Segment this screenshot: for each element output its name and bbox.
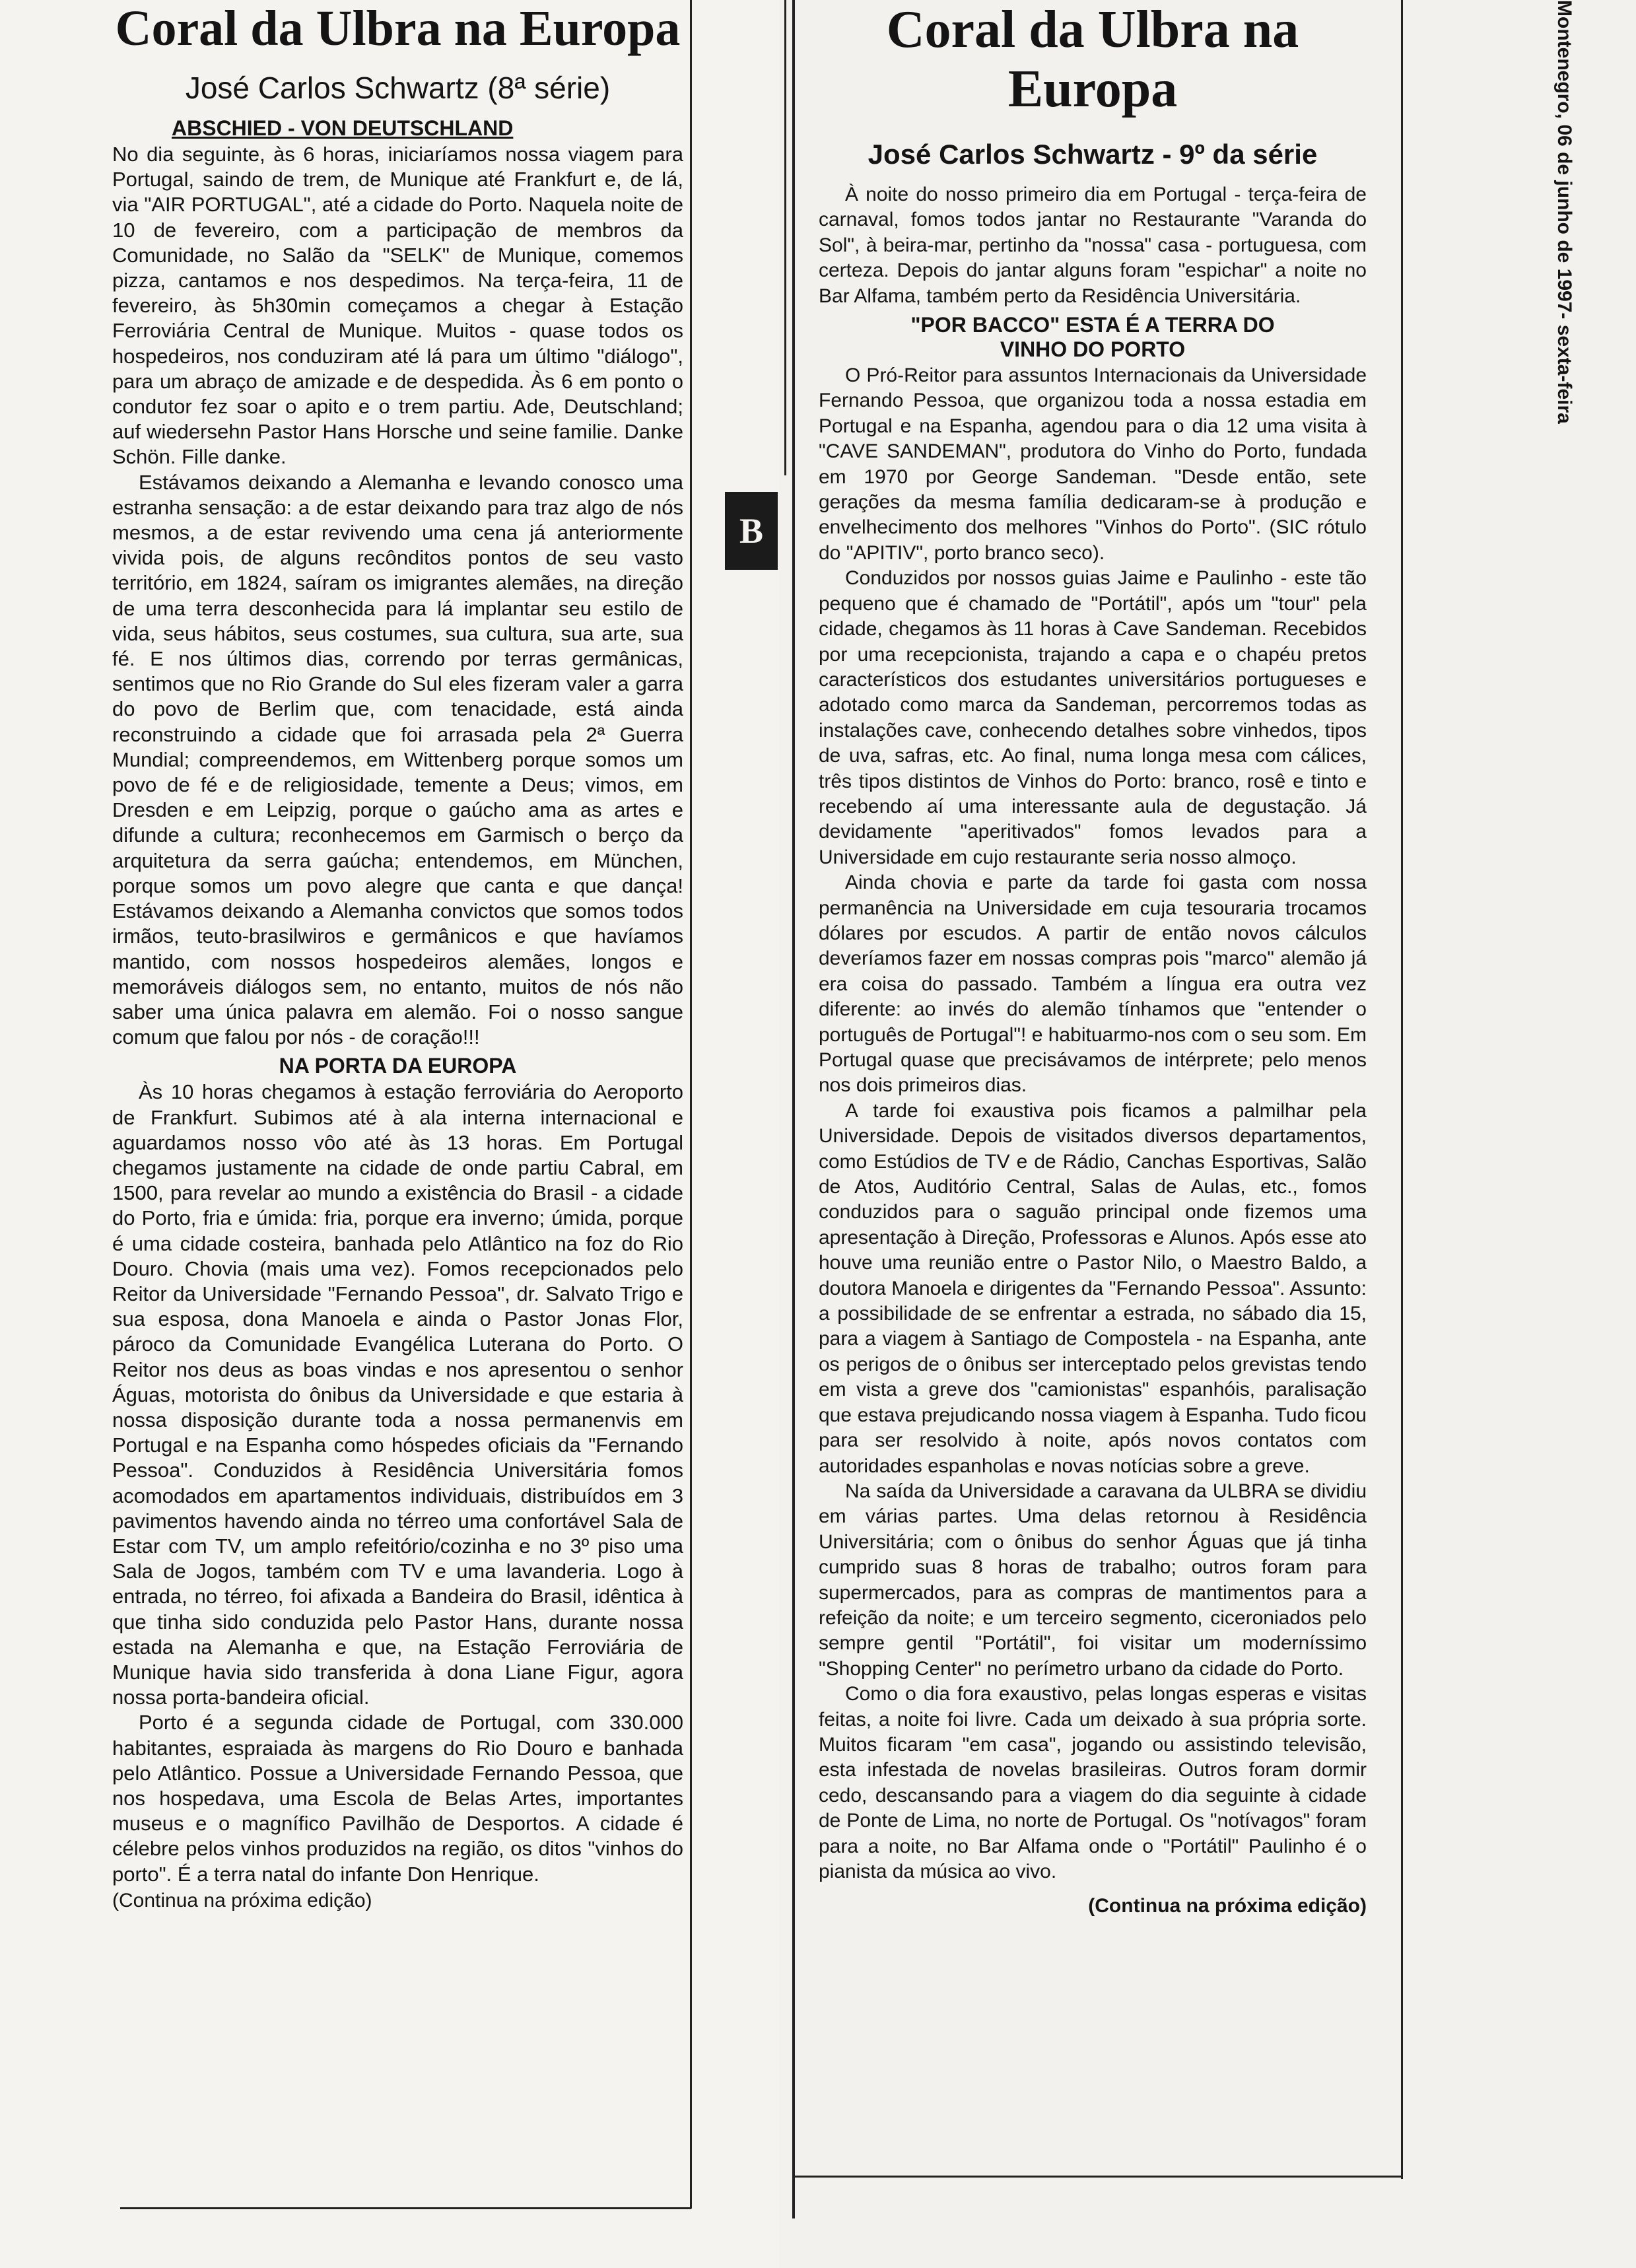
article-left-byline: José Carlos Schwartz (8ª série) — [185, 71, 611, 105]
article-right-paragraph-1: À noite do nosso primeiro dia em Portugal - terça-feira de carnaval, fomos todos jantar no Restaurante "Varanda do Sol", à beira-mar, pertinho da "nossa" casa - portuguesa, com certeza. Depois do jantar alguns foram "espichar" a noite no Bar Alfama, também perto da Residência Universitária. — [819, 184, 1367, 307]
column-rule-left — [690, 0, 692, 2209]
bottom-rule-left — [120, 2207, 691, 2209]
article-right-paragraph-6: Na saída da Universidade a caravana da ULBRA se dividiu em várias partes. Uma delas retornou à Residência Universitária; com o ônibus do senhor Águas que já tinha cumprido suas 8 horas de trabalho; outros foram para supermercados, para as compras de mantimentos para a refeição da noite; e um terceiro segmento, ciceroniados pelo sempre gentil "Portátil", foi visitar um moderníssimo "Shopping Center" no perímetro urbano da cidade do Porto. — [819, 1480, 1367, 1680]
newspaper-logo: B — [725, 492, 778, 570]
article-right-paragraph-4: Ainda chovia e parte da tarde foi gasta com nossa permanência na Universidade em cuja tesouraria trocamos dólares por escudos. A partir de então novos cálculos deveríamos fazer em nossas compras pois "marco" alemão já era coisa do passado. Também a língua era outra vez diferente: ao invés do alemão tínhamos que "entender o português de Portugal"! e habituarmo-nos com o seu som. Em Portugal quase que precisávamos de intérprete; pelo menos nos dois primeiros dias. — [819, 872, 1367, 1097]
article-left — [112, 0, 683, 1912]
article-right-continuation: (Continua na próxima edição) — [1088, 1895, 1367, 1917]
column-rule-far-right — [1401, 0, 1403, 2179]
article-left-paragraph-4: Porto é a segunda cidade de Portugal, com 330.000 habitantes, espraiada às margens do Rio Douro e banhada pelo Atlântico. Possue a Universidade Fernando Pessoa, que nos hospedava, uma Escola de Belas Artes, importantes museus e o magnífico Pavilhão de Desportos. A cidade é célebre pelos vinhos produzidos na região, os ditos "vinhos do porto". É a terra natal do infante Don Henrique. — [112, 1711, 683, 1886]
article-left-heading-2: NA PORTA DA EUROPA — [279, 1054, 517, 1078]
article-right-paragraph-2: O Pró-Reitor para assuntos Internacionais da Universidade Fernando Pessoa, que organizou toda a nossa estadia em Portugal e na Espanha, agendou para o dia 12 uma visita à "CAVE SANDEMAN", produtora do Vinho do Porto, fundada em 1970 por George Sandeman. "Desde então, sete gerações da mesma família dedicaram-se à produção e envelhecimento dos melhores "Vinhos do Porto". (SIC rótulo do "APITIV", porto branco seco). — [819, 364, 1367, 564]
article-right-paragraph-3: Conduzidos por nossos guias Jaime e Paulinho - este tão pequeno que é chamado de "Portátil", após um "tour" pela cidade, chegamos às 11 horas à Cave Sandeman. Recebidos por uma recepcionista, trajando a capa e o chapéu pretos característicos dos estudantes universitários portugueses e adotado como marca da Sandeman, percorremos todas as instalações cave, conhecendo detalhes sobre vinhedos, tipos de uva, safras, etc. Ao final, numa longa mesa com cálices, três tipos distintos de Vinhos do Porto: branco, rosê e tinto e recebendo aí uma interessante aula de degustação. Já devidamente "aperitivados" fomos levados para a Universidade em cujo restaurante seria nosso almoço. — [819, 567, 1367, 868]
article-left-continuation: (Continua na próxima edição) — [112, 1889, 372, 1911]
article-right-title: Coral da Ulbra na Europa — [886, 1, 1299, 118]
column-rule-mid — [784, 0, 786, 475]
column-rule-right — [792, 0, 795, 2218]
article-left-paragraph-3: Às 10 horas chegamos à estação ferroviária do Aeroporto de Frankfurt. Subimos até à ala interna internacional e aguardamos nosso vôo até às 13 horas. Em Portugal chegamos justamente na cidade de onde partiu Cabral, em 1500, para revelar ao mundo a existência do Brasil - a cidade do Porto, fria e úmida: fria, porque era inverno; úmida, porque é uma cidade costeira, banhada pelo Atlântico na foz do Rio Douro. Chovia (mais uma vez). Fomos recepcionados pelo Reitor da Universidade "Fernando Pessoa", dr. Salvato Trigo e sua esposa, dona Manoela e ainda o Pastor Jonas Flor, pároco da Comunidade Evangélica Luterana do Porto. O Reitor nos deus as boas vindas e nos apresentou o senhor Águas, motorista do ônibus da Universidade e que estaria à nossa disposição durante toda a nossa permanenvis em Portugal e na Espanha como hóspedes oficiais da "Fernando Pessoa". Conduzidos à Residência Universitária fomos acomodados em apartamentos individuais, distribuídos em 3 pavimentos havendo ainda no térreo uma confortável Sala de Estar com TV, um amplo refeitório/cozinha e no 3º piso uma Sala de Jogos, também com TV e uma lavanderia. Logo à entrada, no térreo, foi afixada a Bandeira do Brasil, idêntica à que tinha sido conduzida pelo Pastor Hans, durante nossa estada na Alemanha e que, na Estação Ferroviária de Munique havia sido transferida à dona Liane Figur, agora nossa porta-bandeira oficial. — [112, 1080, 683, 1709]
margin-date-text: Montenegro, 06 de junho de 1997- sexta-feira — [1553, 0, 1575, 424]
article-right-heading-1: "POR BACCO" ESTA É A TERRA DO VINHO DO PORTO — [910, 313, 1275, 362]
article-left-title: Coral da Ulbra na Europa — [115, 1, 681, 56]
article-right-byline: José Carlos Schwartz - 9º da série — [868, 139, 1318, 170]
article-left-heading-1: ABSCHIED - VON DEUTSCHLAND — [172, 116, 514, 140]
article-right-paragraph-7: Como o dia fora exaustivo, pelas longas esperas e visitas feitas, a noite foi livre. Cada um deixado à sua própria sorte. Muitos ficaram "em casa", jogando ou assistindo televisão, esta infestada de novelas brasileiras. Outros foram dormir cedo, descansando para a viagem do dia seguinte à cidade de Ponte de Lima, no norte de Portugal. Os "notívagos" foram para a noite, no Bar Alfama onde o "Portátil" Paulinho é o pianista da música ao vivo. — [819, 1683, 1367, 1882]
article-left-paragraph-1: No dia seguinte, às 6 horas, iniciaríamos nossa viagem para Portugal, saindo de trem, de Munique até Frankfurt e, de lá, via "AIR PORTUGAL", até a cidade do Porto. Naquela noite de 10 de fevereiro, com a participação de membros da Comunidade, no Salão da "SELK" de Munique, comemos pizza, cantamos e nos despedimos. Na terça-feira, 11 de fevereiro, às 5h30min começamos a chegar à Estação Ferroviária Central de Munique. Muitos - quase todos os hospedeiros, nos conduziram até lá para um último "diálogo", para um abraço de amizade e de despedida. Às 6 em ponto o condutor fez soar o apito e o trem partiu. Ade, Deutschland; auf wiedersehn Pastor Hans Horsche und seine familie. Danke Schön. Fille danke. — [112, 143, 683, 469]
bottom-rule-right — [795, 2176, 1402, 2178]
article-left-paragraph-2: Estávamos deixando a Alemanha e levando conosco uma estranha sensação: a de estar deixando para traz algo de nós mesmos, a de estar revivendo uma cena já anteriormente vivida pois, de alguns recônditos pontos de seu vasto território, em 1824, saíram os imigrantes alemães, na direção de uma terra desconhecida para lá implantar seu estilo de vida, seus hábitos, seus costumes, sua cultura, sua arte, sua fé. E nos últimos dias, correndo por terras germânicas, sentimos que no Rio Grande do Sul eles fizeram valer a garra do povo de Berlim que, com tenacidade, está ainda reconstruindo a cidade que foi arrasada pela 2ª Guerra Mundial; compreendemos, em Wittenberg porque somos um povo de fé e de religiosidade, temente a Deus; vimos, em Dresden e em Leipzig, porque o gaúcho ama as artes e difunde a cultura; reconhecemos em Garmisch o berço da arquitetura da serra gaúcha; entendemos, em München, porque somos um povo alegre que canta e que dança! Estávamos deixando a Alemanha convictos que somos todos irmãos, teuto-brasilwiros e germânicos e que havíamos mantido, com nossos hospedeiros alemães, longos e memoráveis diálogos sem, no entanto, muitos de nós não saber uma única palavra em alemão. Foi o nosso sangue comum que falou por nós - de coração!!! — [112, 470, 683, 1049]
article-right-paragraph-5: A tarde foi exaustiva pois ficamos a palmilhar pela Universidade. Depois de visitados diversos departamentos, como Estúdios de TV e de Rádio, Canchas Esportivas, Salão de Atos, Auditório Central, Salas de Aulas, etc., fomos conduzidos para o saguão principal onde fizemos uma apresentação à Direção, Professoras e Alunos. Após esse ato houve uma reunião entre o Pastor Nilo, o Maestro Baldo, a doutora Manoela e dirigentes da "Fernando Pessoa". Assunto: a possibilidade de se enfrentar a estrada, no sábado dia 15, para a viagem à Santiago de Compostela - na Espanha, ante os perigos de o ônibus ser interceptado pelos grevistas tendo em vista a greve dos "camionistas" espanhóis, paralisação que estava prejudicando nossa viagem à Espanha. Tudo ficou para ser resolvido à noite, após novos contatos com autoridades espanholas e novas notícias sobre a greve. — [819, 1099, 1367, 1477]
article-right — [819, 0, 1367, 1917]
